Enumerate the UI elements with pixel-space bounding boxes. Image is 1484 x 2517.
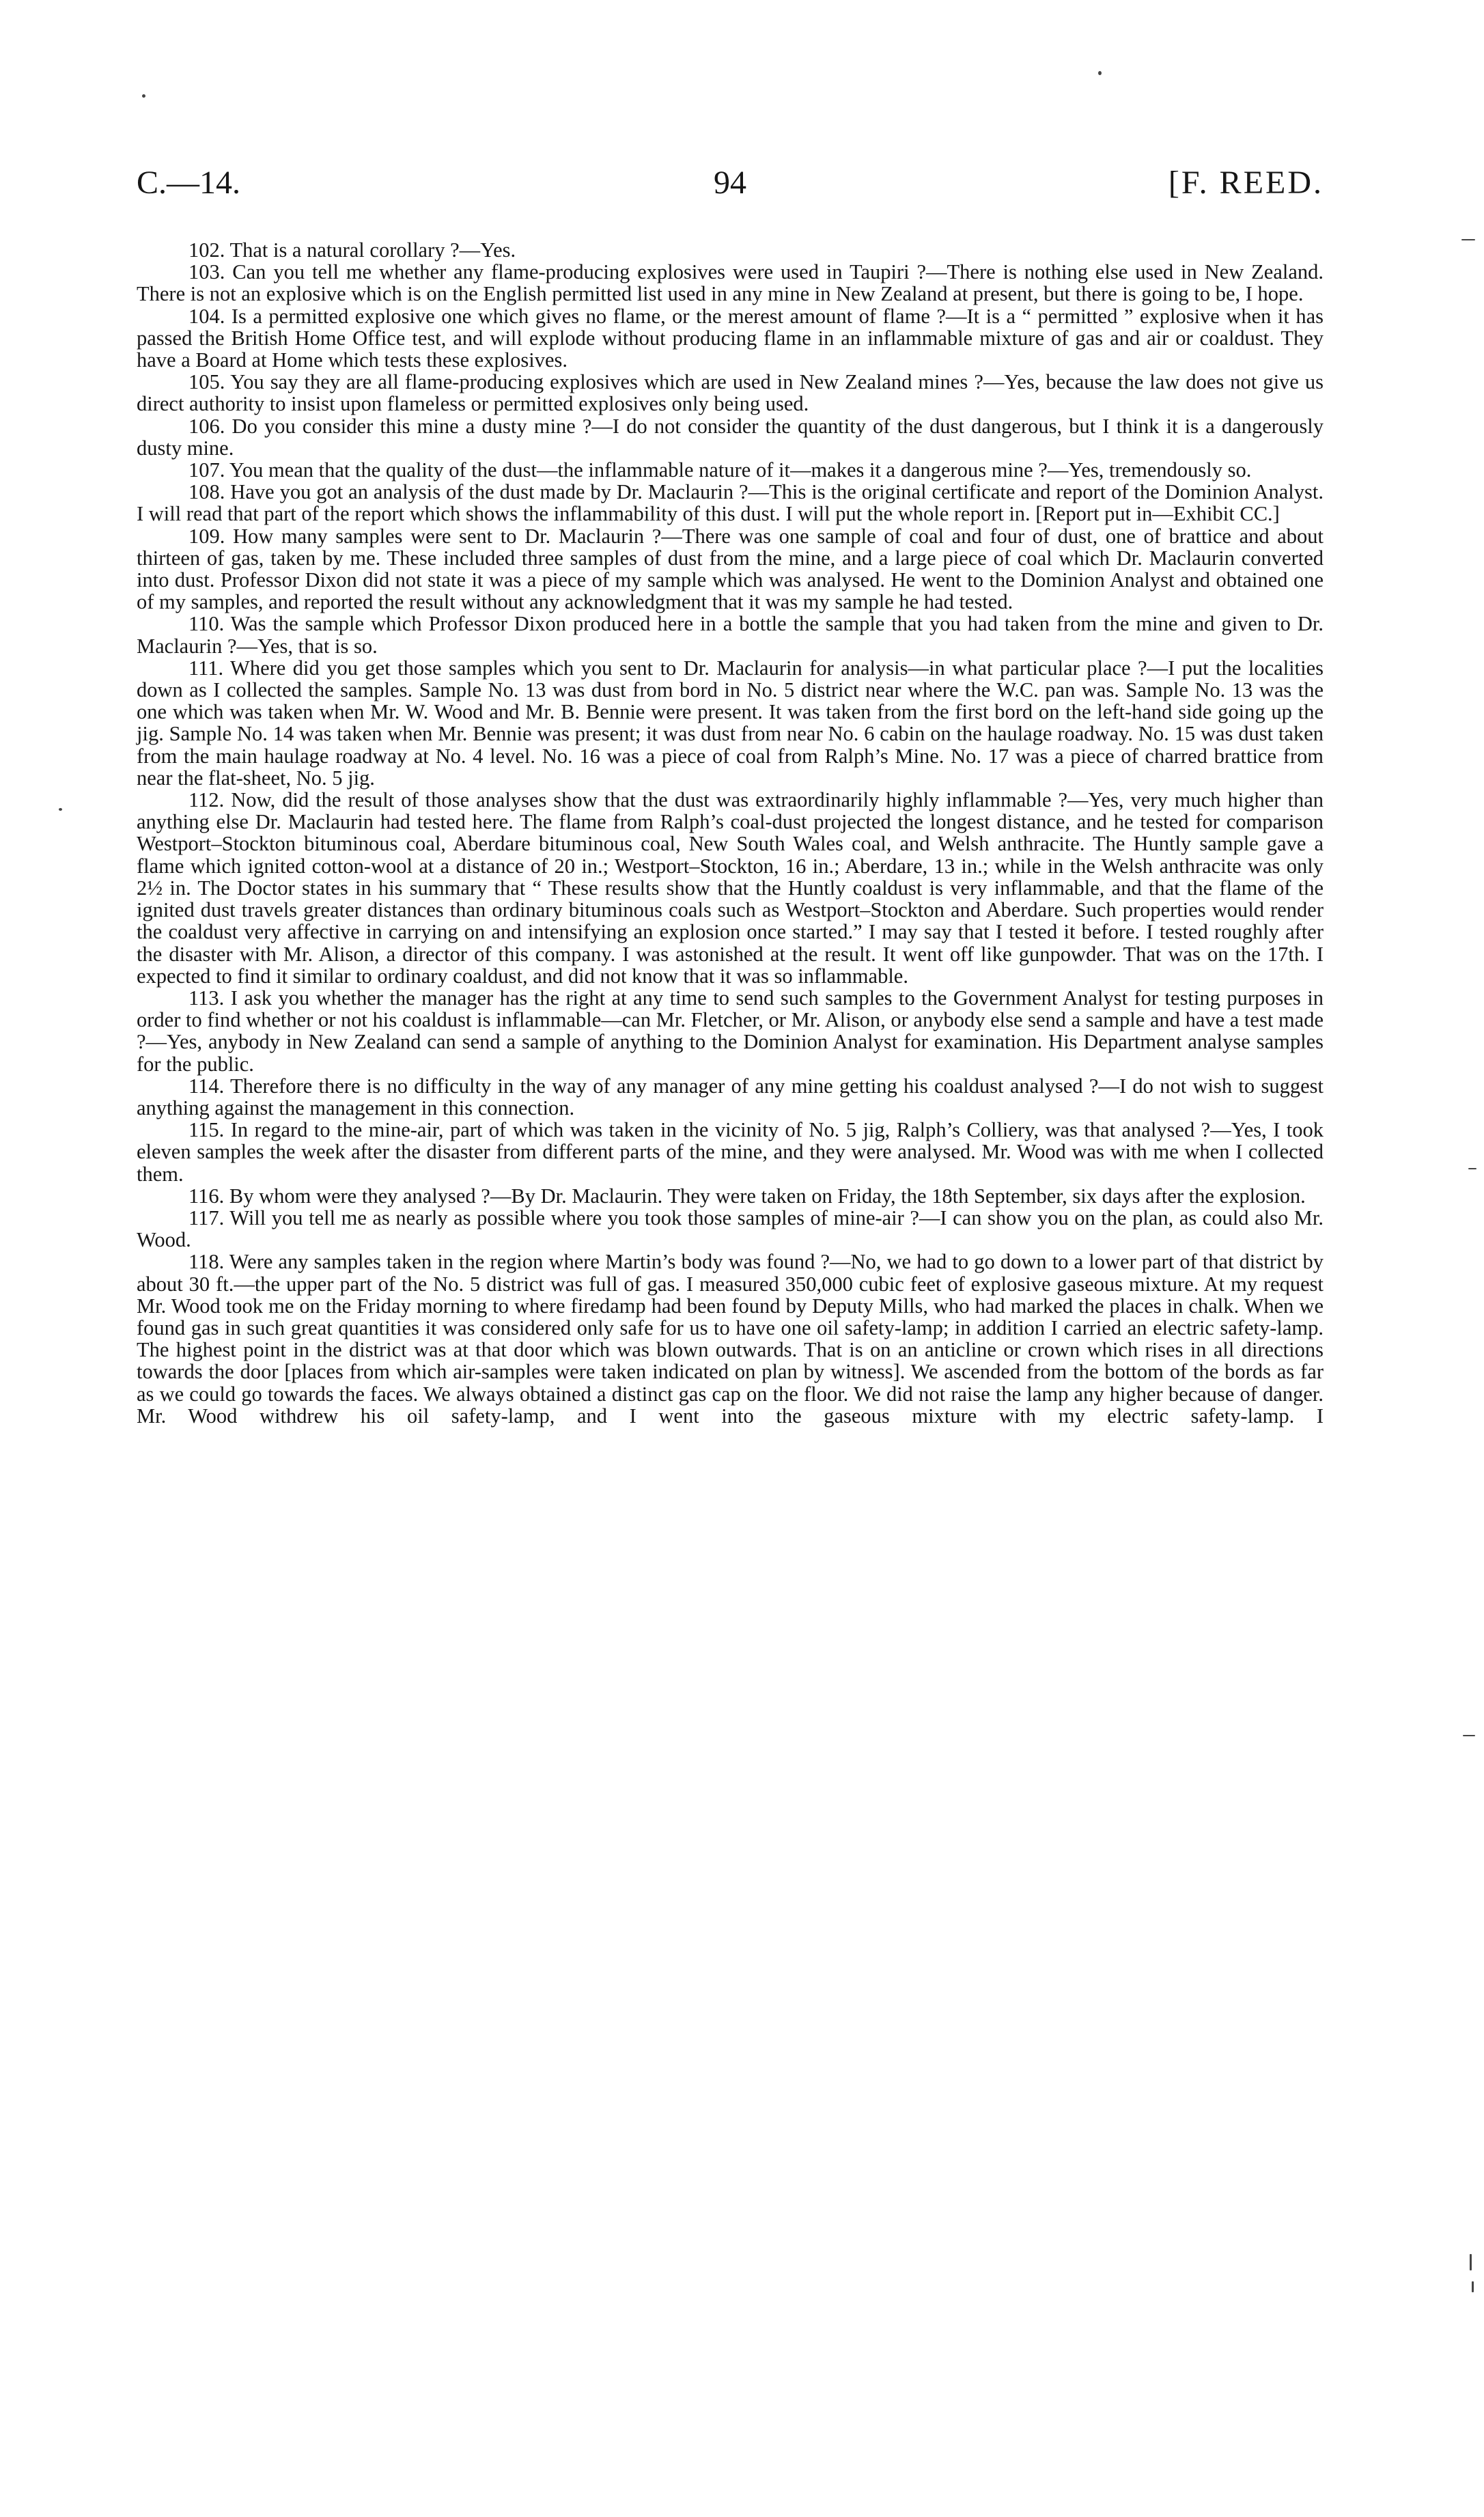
- paragraph-105: 105. You say they are all flame-producing explosives which are used in New Zealand mines ?—Yes, because the law does not give us direct authority to insist upon flameless or permitted explosives only being used.: [137, 370, 1324, 416]
- paragraph-113: 113. I ask you whether the manager has the right at any time to send such samples to the Government Analyst for testing purposes in order to find whether or not his coaldust is inflammable—can Mr. Fletcher, or Mr. Alison, or anybody else send a sample and have a test made ?—Yes, anybody in New Zealand can send a sample of anything to the Dominion Analyst for examination. His Department analyse samples for the public.: [137, 986, 1324, 1076]
- testimony-body: [137, 239, 1324, 1427]
- witness-name: [F. REED.: [1168, 165, 1324, 201]
- scan-speck: [1470, 2254, 1472, 2270]
- paragraph-109: 109. How many samples were sent to Dr. Maclaurin ?—There was one sample of coal and four of dust, one of brattice and about thirteen of gas, taken by me. These included three samples of dust from the mine, and a large piece of coal which Dr. Maclaurin converted into dust. Professor Dixon did not state it was a piece of my sample which was analysed. He went to the Dominion Analyst and obtained one of my samples, and reported the result without any acknowledgment that it was my sample he had tested.: [137, 524, 1324, 614]
- scan-speck: [1472, 2281, 1474, 2292]
- paragraph-102: 102. That is a natural corollary ?—Yes.: [188, 238, 516, 262]
- paragraph-116: 116. By whom were they analysed ?—By Dr. Maclaurin. They were taken on Friday, the 18th September, six days after the explosion.: [188, 1184, 1306, 1208]
- scan-speck: [142, 94, 145, 98]
- scan-speck: [1463, 1735, 1475, 1736]
- paragraph-111: 111. Where did you get those samples which you sent to Dr. Maclaurin for analysis—in what particular place ?—I put the localities down as I collected the samples. Sample No. 13 was dust from bord in No. 5 district near where the W.C. pan was. Sample No. 13 was the one which was taken when Mr. W. Wood and Mr. B. Bennie were present. It was taken from the first bord on the left-hand side going up the jig. Sample No. 14 was taken when Mr. Bennie was present; it was dust from near No. 6 cabin on the haulage roadway. No. 15 was dust taken from the main haulage roadway at No. 4 level. No. 16 was a piece of coal from Ralph’s Mine. No. 17 was a piece of charred brattice from near the flat-sheet, No. 5 jig.: [137, 656, 1324, 790]
- paragraph-115: 115. In regard to the mine-air, part of which was taken in the vicinity of No. 5 jig, Ralph’s Colliery, was that analysed ?—Yes, I took eleven samples the week after the disaster from different parts of the mine, and they were analysed. Mr. Wood was with me when I collected them.: [137, 1118, 1324, 1186]
- document-reference: C.—14.: [137, 165, 241, 201]
- paragraph-118: 118. Were any samples taken in the region where Martin’s body was found ?—No, we had to go down to a lower part of that district by about 30 ft.—the upper part of the No. 5 district was full of gas. I measured 350,000 cubic feet of explosive gaseous mixture. At my request Mr. Wood took me on the Friday morning to where firedamp had been found by Deputy Mills, who had marked the places in chalk. When we found gas in such great quantities it was considered only safe for us to have one oil safety-lamp; in addition I carried an electric safety-lamp. The highest point in the district was at that door which was blown outwards. That is on an anticline or crown which rises in all directions towards the door [places from which air-samples were taken indicated on plan by witness]. We ascended from the bottom of the bords as far as we could go towards the faces. We always obtained a distinct gas cap on the floor. We did not raise the lamp any higher because of danger. Mr. Wood withdrew his oil safety-lamp, and I went into the gaseous mixture with my electric safety-lamp. I: [137, 1250, 1324, 1428]
- scan-speck: [1098, 71, 1102, 75]
- paragraph-108: 108. Have you got an analysis of the dust made by Dr. Maclaurin ?—This is the original certificate and report of the Dominion Analyst. I will read that part of the report which shows the inflammability of this dust. I will put the whole report in. [Report put in—Exhibit CC.]: [137, 480, 1324, 526]
- paragraph-103: 103. Can you tell me whether any flame-producing explosives were used in Taupiri ?—There is nothing else used in New Zealand. There is not an explosive which is on the English permitted list used in any mine in New Zealand at present, but there is going to be, I hope.: [137, 260, 1324, 306]
- page-number: 94: [714, 165, 746, 201]
- paragraph-117: 117. Will you tell me as nearly as possible where you took those samples of mine-air ?—I can show you on the plan, as could also Mr. Wood.: [137, 1206, 1324, 1252]
- paragraph-106: 106. Do you consider this mine a dusty mine ?—I do not consider the quantity of the dust dangerous, but I think it is a dangerously dusty mine.: [137, 414, 1324, 460]
- scan-speck: [59, 808, 62, 811]
- paragraph-110: 110. Was the sample which Professor Dixon produced here in a bottle the sample that you had taken from the mine and given to Dr. Maclaurin ?—Yes, that is so.: [137, 612, 1324, 658]
- paragraph-107: 107. You mean that the quality of the dust—the inflammable nature of it—makes it a dangerous mine ?—Yes, tremendously so.: [188, 458, 1252, 482]
- paragraph-104: 104. Is a permitted explosive one which gives no flame, or the merest amount of flame ?—It is a “ permitted ” explosive when it has passed the British Home Office test, and will explode without producing flame in an inflammable mixture of gas and air or coaldust. They have a Board at Home which tests these explosives.: [137, 304, 1324, 372]
- paragraph-112: 112. Now, did the result of those analyses show that the dust was extraordinarily highly inflammable ?—Yes, very much higher than anything else Dr. Maclaurin had tested here. The flame from Ralph’s coal-dust projected the longest distance, and he tested for comparison Westport–Stockton bituminous coal, Aberdare bituminous coal, New South Wales coal, and Welsh anthracite. The Huntly sample gave a flame which ignited cotton-wool at a distance of 20 in.; Westport–Stockton, 16 in.; Aberdare, 13 in.; while in the Welsh anthracite was only 2½ in. The Doctor states in his summary that “ These results show that the Huntly coaldust is very inflammable, and that the flame of the ignited dust travels greater distances than ordinary bituminous coals such as Westport–Stockton and Aberdare. Such properties would render the coaldust very affective in carrying on and intensifying an explosion once started.” I may say that I tested it before. I tested roughly after the disaster with Mr. Alison, a director of this company. I was astonished at the result. It went off like gunpowder. That was on the 17th. I expected to find it similar to ordinary coaldust, and did not know that it was so inflammable.: [137, 788, 1324, 988]
- scan-speck: [1468, 1168, 1476, 1169]
- scan-speck: [1461, 239, 1475, 240]
- paragraph-114: 114. Therefore there is no difficulty in the way of any manager of any mine getting his coaldust analysed ?—I do not wish to suggest anything against the management in this connection.: [137, 1074, 1324, 1120]
- page-header: [137, 163, 1324, 204]
